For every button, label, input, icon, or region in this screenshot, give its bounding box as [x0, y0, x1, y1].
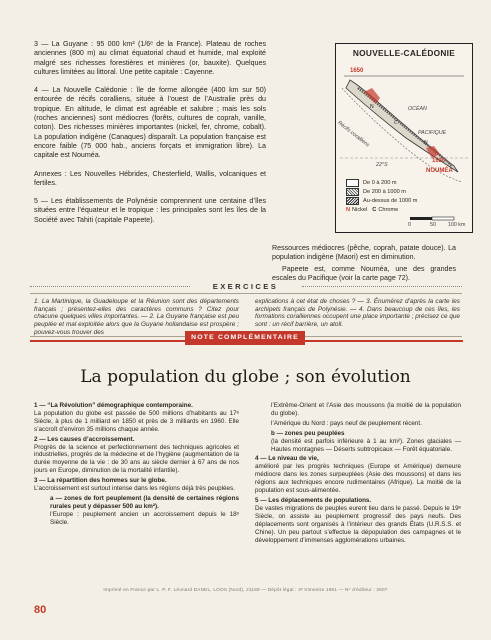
note-text: (la densité est parfois inférieure à 1 au km²). Zones glaciales — Hautes montagnes — Déserts subtropicaux — Forêt équatoriale. [271, 437, 461, 453]
right-column-text [272, 244, 456, 285]
polynesie-continued-1: Ressources médiocres (pêche, coprah, patate douce). La population indigène (Maori) est en diminution. [272, 244, 456, 262]
mineral-n-symbol: N [346, 206, 351, 213]
latitude-label: 22°S [376, 162, 388, 168]
legend-swatch [346, 188, 359, 196]
left-column [34, 40, 266, 234]
mineral-n: N [370, 104, 374, 110]
note-paragraph [255, 402, 461, 418]
scale-100: 100 km [448, 222, 466, 228]
note-text: l’Europe : peuplement ancien un accroissement depuis le 18ᵉ Siècle. [50, 510, 239, 526]
pacific-label: PACIFIQUE [418, 130, 447, 136]
note-paragraph [255, 497, 461, 544]
map-title: NOUVELLE-CALÉDONIE [352, 48, 456, 58]
note-heading: 5 — Les déplacements de populations. [255, 496, 372, 504]
exercices-right: explications à cet état de choses ? — 3. Énumérez d’après la carte les archipels français de Polynésie. — 4. Dans beaucoup de ces îles, les formations coralliennes occupent une place importante ; précisez ce que sont : un récif barrière, un atoll. [255, 298, 460, 329]
note-paragraph [255, 420, 461, 428]
caledonie-map [335, 43, 473, 233]
note-text: La population du globe est passée de 500 millions d’habitants au 17ᵉ Siècle, à plus de 1 milliard en 1850 et près de 3 milliards en 1960. Elle s’accroît d’environ 35 millions chaque année. [34, 409, 239, 433]
note-heading: b — zones peu peuplées [271, 429, 345, 437]
note-paragraph [255, 430, 461, 454]
mineral-c: C [394, 120, 398, 126]
page-number: 80 [34, 604, 47, 616]
note-heading: a — zones de fort peuplement (la densité de certaines régions rurales peut y dépasser 500 au km²). [50, 494, 239, 510]
altitude-label-south: 1630 [432, 158, 446, 164]
note-paragraph [34, 477, 239, 493]
mineral-c-symbol: C [372, 206, 377, 213]
legend-row-low: De 0 à 200 m [346, 178, 466, 187]
polynesie-continued-2: Papeete est, comme Nouméa, une des grandes escales du Pacifique (voir la carte page 72). [272, 264, 456, 282]
legend-row-high: Au-dessus de 1000 m [346, 196, 466, 205]
section-title: La population du globe ; son évolution [80, 367, 411, 387]
polynesie-paragraph: 5 — Les établissements de Polynésie comprennent une centaine d’îles situées entre l’équateur et le tropique : les principales sont les îles de la Société avec Tahiti (capitale Papeete). [34, 197, 266, 224]
legend-row-mid: De 200 à 1000 m [346, 187, 466, 196]
note-paragraph [34, 495, 239, 527]
map-legend [346, 178, 466, 214]
note-heading: 1 — “La Révolution” démographique contemporaine. [34, 402, 193, 409]
note-heading: 3 — La répartition des hommes sur le globe. [34, 477, 167, 485]
note-heading: 2 — Les causes d’accroissement. [34, 435, 135, 443]
note-banner: NOTE COMPLÉMENTAIRE [185, 331, 305, 345]
ocean-label: OCÉAN [408, 106, 427, 112]
note-heading: 4 — Le niveau de vie, [255, 455, 319, 463]
scale-50: 50 [430, 222, 436, 228]
note-text: Progrès de la science et perfectionnement des techniques agricoles et industrielles, progrès de la médecine et de l’hygiène (augmentation de la durée moyenne de la vie : de 30 ans au siècle dernier à 67 ans de nos jours en Europe, diminution de la mortalité infantile). [34, 443, 239, 475]
note-left-column [34, 402, 239, 529]
note-text: l’Extrême-Orient et l’Asie des moussons (la moitié de la population du globe). [271, 402, 461, 417]
altitude-label-north: 1650 [350, 68, 364, 74]
note-right-column [255, 402, 461, 546]
note-text: De vastes migrations de peuples eurent lieu dans le passé. Depuis le 19ᵉ Siècle, on assiste au peuplement progressif des pays neufs. Des déplacements sont organisés à l’intérieur des grands États (U.R.S.S. et Chine). Un peu partout s’effectue la dépopulation des campagnes et le développement d’immenses agglomérations urbaines. [255, 504, 461, 544]
caledonie-paragraph: 4 — La Nouvelle Calédonie : île de forme allongée (400 km sur 50) entourée de récifs coralliens, située à l’ouest de l’Australie près du tropique. En altitude, le climat est agréable et salubre ; mais les sols (roches anciennes) sont médiocres (forêts, cultures de coprah, vanille, coton). Des richesses minières importantes (nickel, fer, chrome, cobalt). La population indigène (Canaques) disparaît. La population française est encore faible (75 000 hab., anciens forçats et immigration libre). La capitale est Nouméa. [34, 86, 266, 160]
reef-label: Récifs coralliens [336, 120, 371, 149]
note-text: l’Amérique du Nord : pays neuf de peuplement récent. [271, 419, 422, 427]
legend-swatch [346, 197, 359, 205]
note-text: L’accroissement est surtout intense dans les régions déjà très peuplées. [34, 485, 235, 493]
scale-0: 0 [408, 222, 411, 228]
note-paragraph [255, 455, 461, 495]
note-paragraph [34, 436, 239, 476]
annexes-paragraph: Annexes : Les Nouvelles Hébrides, Chesterfield, Wallis, volcaniques et fertiles. [34, 169, 266, 187]
exercices-heading: EXERCICES [212, 282, 279, 291]
printer-imprint: Imprimé en France par L. P. F. Léonard DANEL, LOOS (Nord), 21169 — Dépôt légal : 3ᵉ trimestre 1961 — Nᵒ d’éditeur : 2607 [103, 587, 388, 592]
mineral-n: N [424, 140, 428, 146]
exercices-left: 1. La Martinique, la Guadeloupe et la Réunion sont des départements français ; présentez-elles des caractères communs ? Citez pour chacune quelques villes importantes. — 2. La Guyane française est peu peuplée et mal exploitée alors que la Guyane hollandaise est prospère ; pouvez-vous trouver des [34, 298, 239, 336]
legend-swatch [346, 179, 359, 187]
note-paragraph [34, 402, 239, 434]
noumea-label: NOUMÉA [426, 168, 453, 174]
note-text: amélioré par les progrès techniques (Europe et Amérique) demeure médiocre dans les zones surpeuplées (Asie des moussons) et dans les régions aux techniques encore rudimentaires (Afrique). La moitié de la population est sous-alimentée. [255, 463, 461, 495]
legend-row-minerals: N Nickel C Chrome [346, 206, 399, 213]
guyane-paragraph: 3 — La Guyane : 95 000 km² (1/6ᵉ de la France). Plateau de roches anciennes (800 m) au climat équatorial chaud et humide, mal exploité malgré ses richesses forestières et minières (or, bauxite). Quelques cultures limitées au littoral. Une petite capitale : Cayenne. [34, 40, 266, 76]
